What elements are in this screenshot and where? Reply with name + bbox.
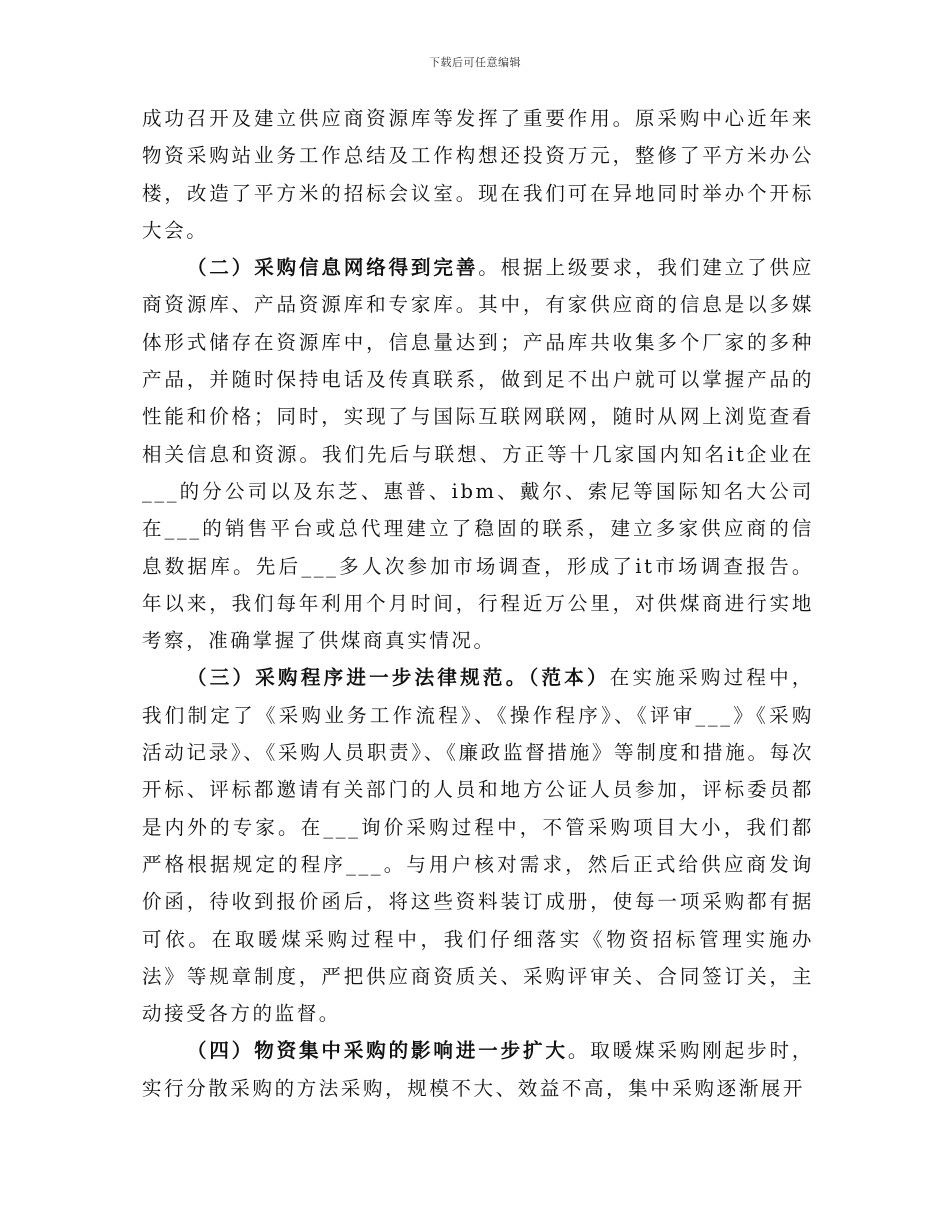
paragraph-3 [142,659,814,1032]
paragraph-4-text: 。取暖煤采购刚起步时，实行分散采购的方法采购，规模不大、效益不高，集中采购逐渐展开 [142,1039,814,1100]
page-header-note: 下载后可任意编辑 [429,56,521,69]
paragraph-4-heading: （四）物资集中采购的影响进一步扩大 [187,1039,568,1063]
paragraph-4 [142,1032,814,1107]
paragraph-3-heading: （三）采购程序进一步法律规范。（范本） [187,666,610,690]
paragraph-1-text: 成功召开及建立供应商资源库等发挥了重要作用。原采购中心近年来物资采购站业务工作总结及工作构想还投资万元，整修了平方米办公楼，改造了平方米的招标会议室。现在我们可在异地同时举办个开标大会。 [142,107,814,242]
paragraph-3-text: 在实施采购过程中，我们制定了《采购业务工作流程》、《操作程序》、《评审___》《采购活动记录》、《采购人员职责》、《廉政监督措施》等制度和措施。每次开标、评标都邀请有关部门的人员和地方公证人员参加，评标委员都是内外的专家。在___询价采购过程中，不管采购项目大小，我们都严格根据规定的程序___。与用户核对需求，然后正式给供应商发询价函，待收到报价函后，将这些资料装订成册，使每一项采购都有据可依。在取暖煤采购过程中，我们仔细落实《物资招标管理实施办法》等规章制度，严把供应商资质关、采购评审关、合同签订关，主动接受各方的监督。 [142,666,814,1026]
paragraph-2-heading: （二）采购信息网络得到完善 [187,256,479,280]
paragraph-2-text: 。根据上级要求，我们建立了供应商资源库、产品资源库和专家库。其中，有家供应商的信息是以多媒体形式储存在资源库中，信息量达到；产品库共收集多个厂家的多种产品，并随时保持电话及传真联系，做到足不出户就可以掌握产品的性能和价格；同时，实现了与国际互联网联网，随时从网上浏览查看相关信息和资源。我们先后与联想、方正等十几家国内知名it企业在___的分公司以及东芝、惠普、ibm、戴尔、索尼等国际知名大公司在___的销售平台或总代理建立了稳固的联系，建立多家供应商的信息数据库。先后___多人次参加市场调查，形成了it市场调查报告。年以来，我们每年利用个月时间，行程近万公里，对供煤商进行实地考察，准确掌握了供煤商真实情况。 [142,256,814,653]
paragraph-2 [142,249,814,659]
paragraph-1 [142,100,814,249]
document-body [142,100,814,1107]
